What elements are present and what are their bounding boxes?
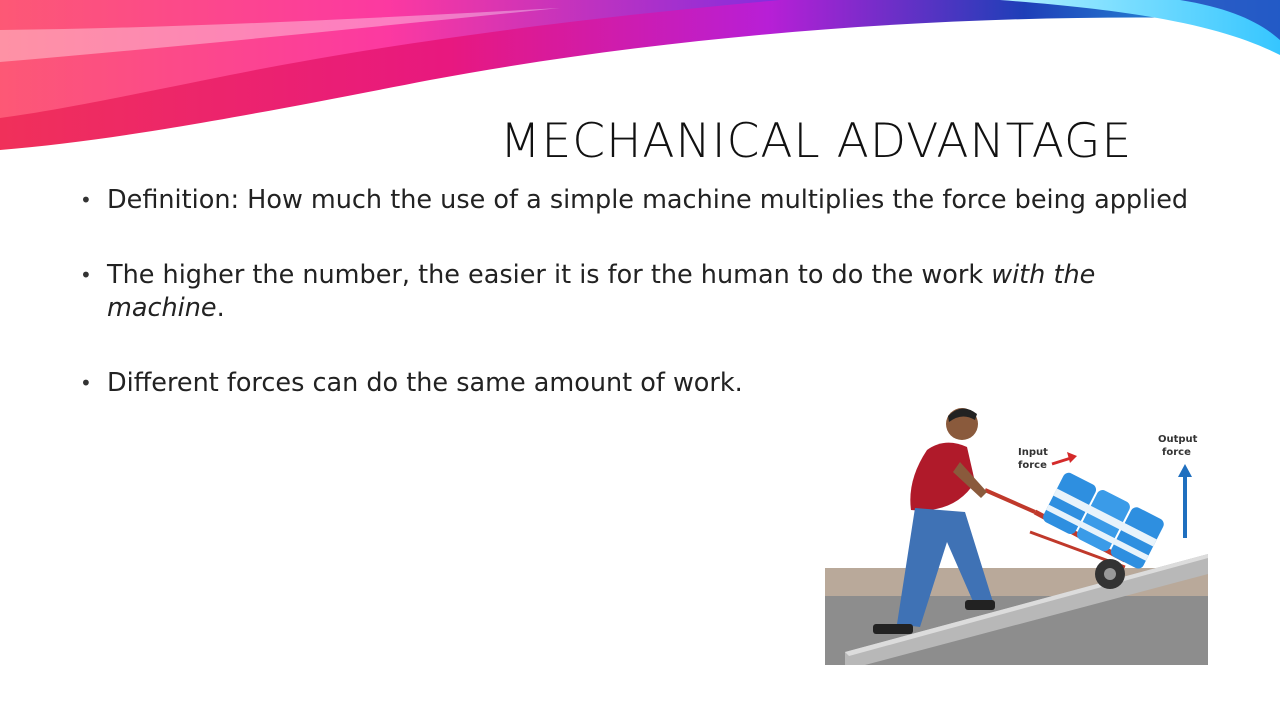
bullet-higher-number: [80, 259, 1210, 325]
hand-truck-ramp-illustration: [825, 402, 1208, 665]
bullet-different-forces: [80, 367, 1210, 400]
bullet-text: Different forces can do the same amount of work.: [107, 368, 743, 398]
bullet-text: The higher the number, the easier it is for the human to do the work: [107, 260, 992, 290]
input-force-label: Input: [1018, 447, 1048, 458]
bullet-text: Definition: How much the use of a simple machine multiplies the force being applied: [107, 185, 1189, 215]
output-force-label-2: force: [1162, 447, 1191, 458]
input-force-label-2: force: [1018, 460, 1047, 471]
bullet-tail: .: [216, 293, 225, 323]
bullet-definition: [80, 184, 1210, 217]
output-force-label: Output: [1158, 434, 1198, 445]
slide-title: MECHANICAL ADVANTAGE: [500, 114, 1133, 169]
bullet-emphasis: with the machine: [107, 260, 1096, 323]
